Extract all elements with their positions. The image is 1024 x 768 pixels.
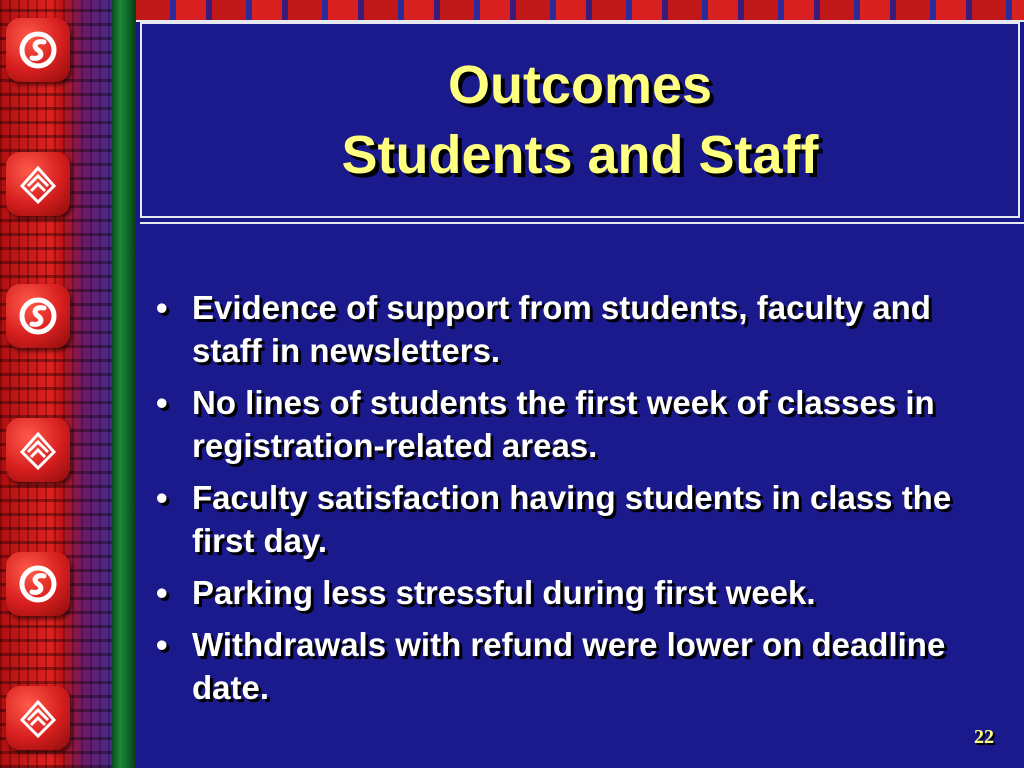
s-logo-icon [6, 552, 70, 616]
bullet-glyph: • [156, 479, 168, 516]
bullet-list [150, 286, 970, 718]
bullet-text: Faculty satisfaction having students in class the first day. [192, 479, 952, 559]
decorative-green-stripe [112, 0, 136, 768]
bullet-glyph: • [156, 574, 168, 611]
bullet-item [150, 623, 970, 709]
title-divider [140, 222, 1024, 224]
bullet-item [150, 381, 970, 467]
slide-title-line-1: Outcomes [447, 55, 713, 115]
page-number: 22 [974, 726, 994, 748]
s-logo-icon [6, 18, 70, 82]
slide-title-box [140, 22, 1020, 218]
slide-title-line-2: Students and Staff [341, 125, 819, 185]
bullet-glyph: • [156, 384, 168, 421]
bullet-glyph: • [156, 289, 168, 326]
bullet-text: Parking less stressful during first week. [192, 574, 816, 611]
bullet-text: No lines of students the first week of classes in registration-related areas. [192, 384, 935, 464]
s-logo-icon [6, 284, 70, 348]
bullet-item [150, 476, 970, 562]
bullet-item [150, 571, 970, 614]
decorative-top-strip [136, 0, 1024, 22]
bullet-text: Evidence of support from students, faculty and staff in newsletters. [192, 289, 931, 369]
decorative-left-border [0, 0, 112, 768]
diamond-logo-icon [6, 686, 70, 750]
bullet-text: Withdrawals with refund were lower on deadline date. [192, 626, 946, 706]
diamond-logo-icon [6, 418, 70, 482]
diamond-logo-icon [6, 152, 70, 216]
bullet-glyph: • [156, 626, 168, 663]
bullet-item [150, 286, 970, 372]
